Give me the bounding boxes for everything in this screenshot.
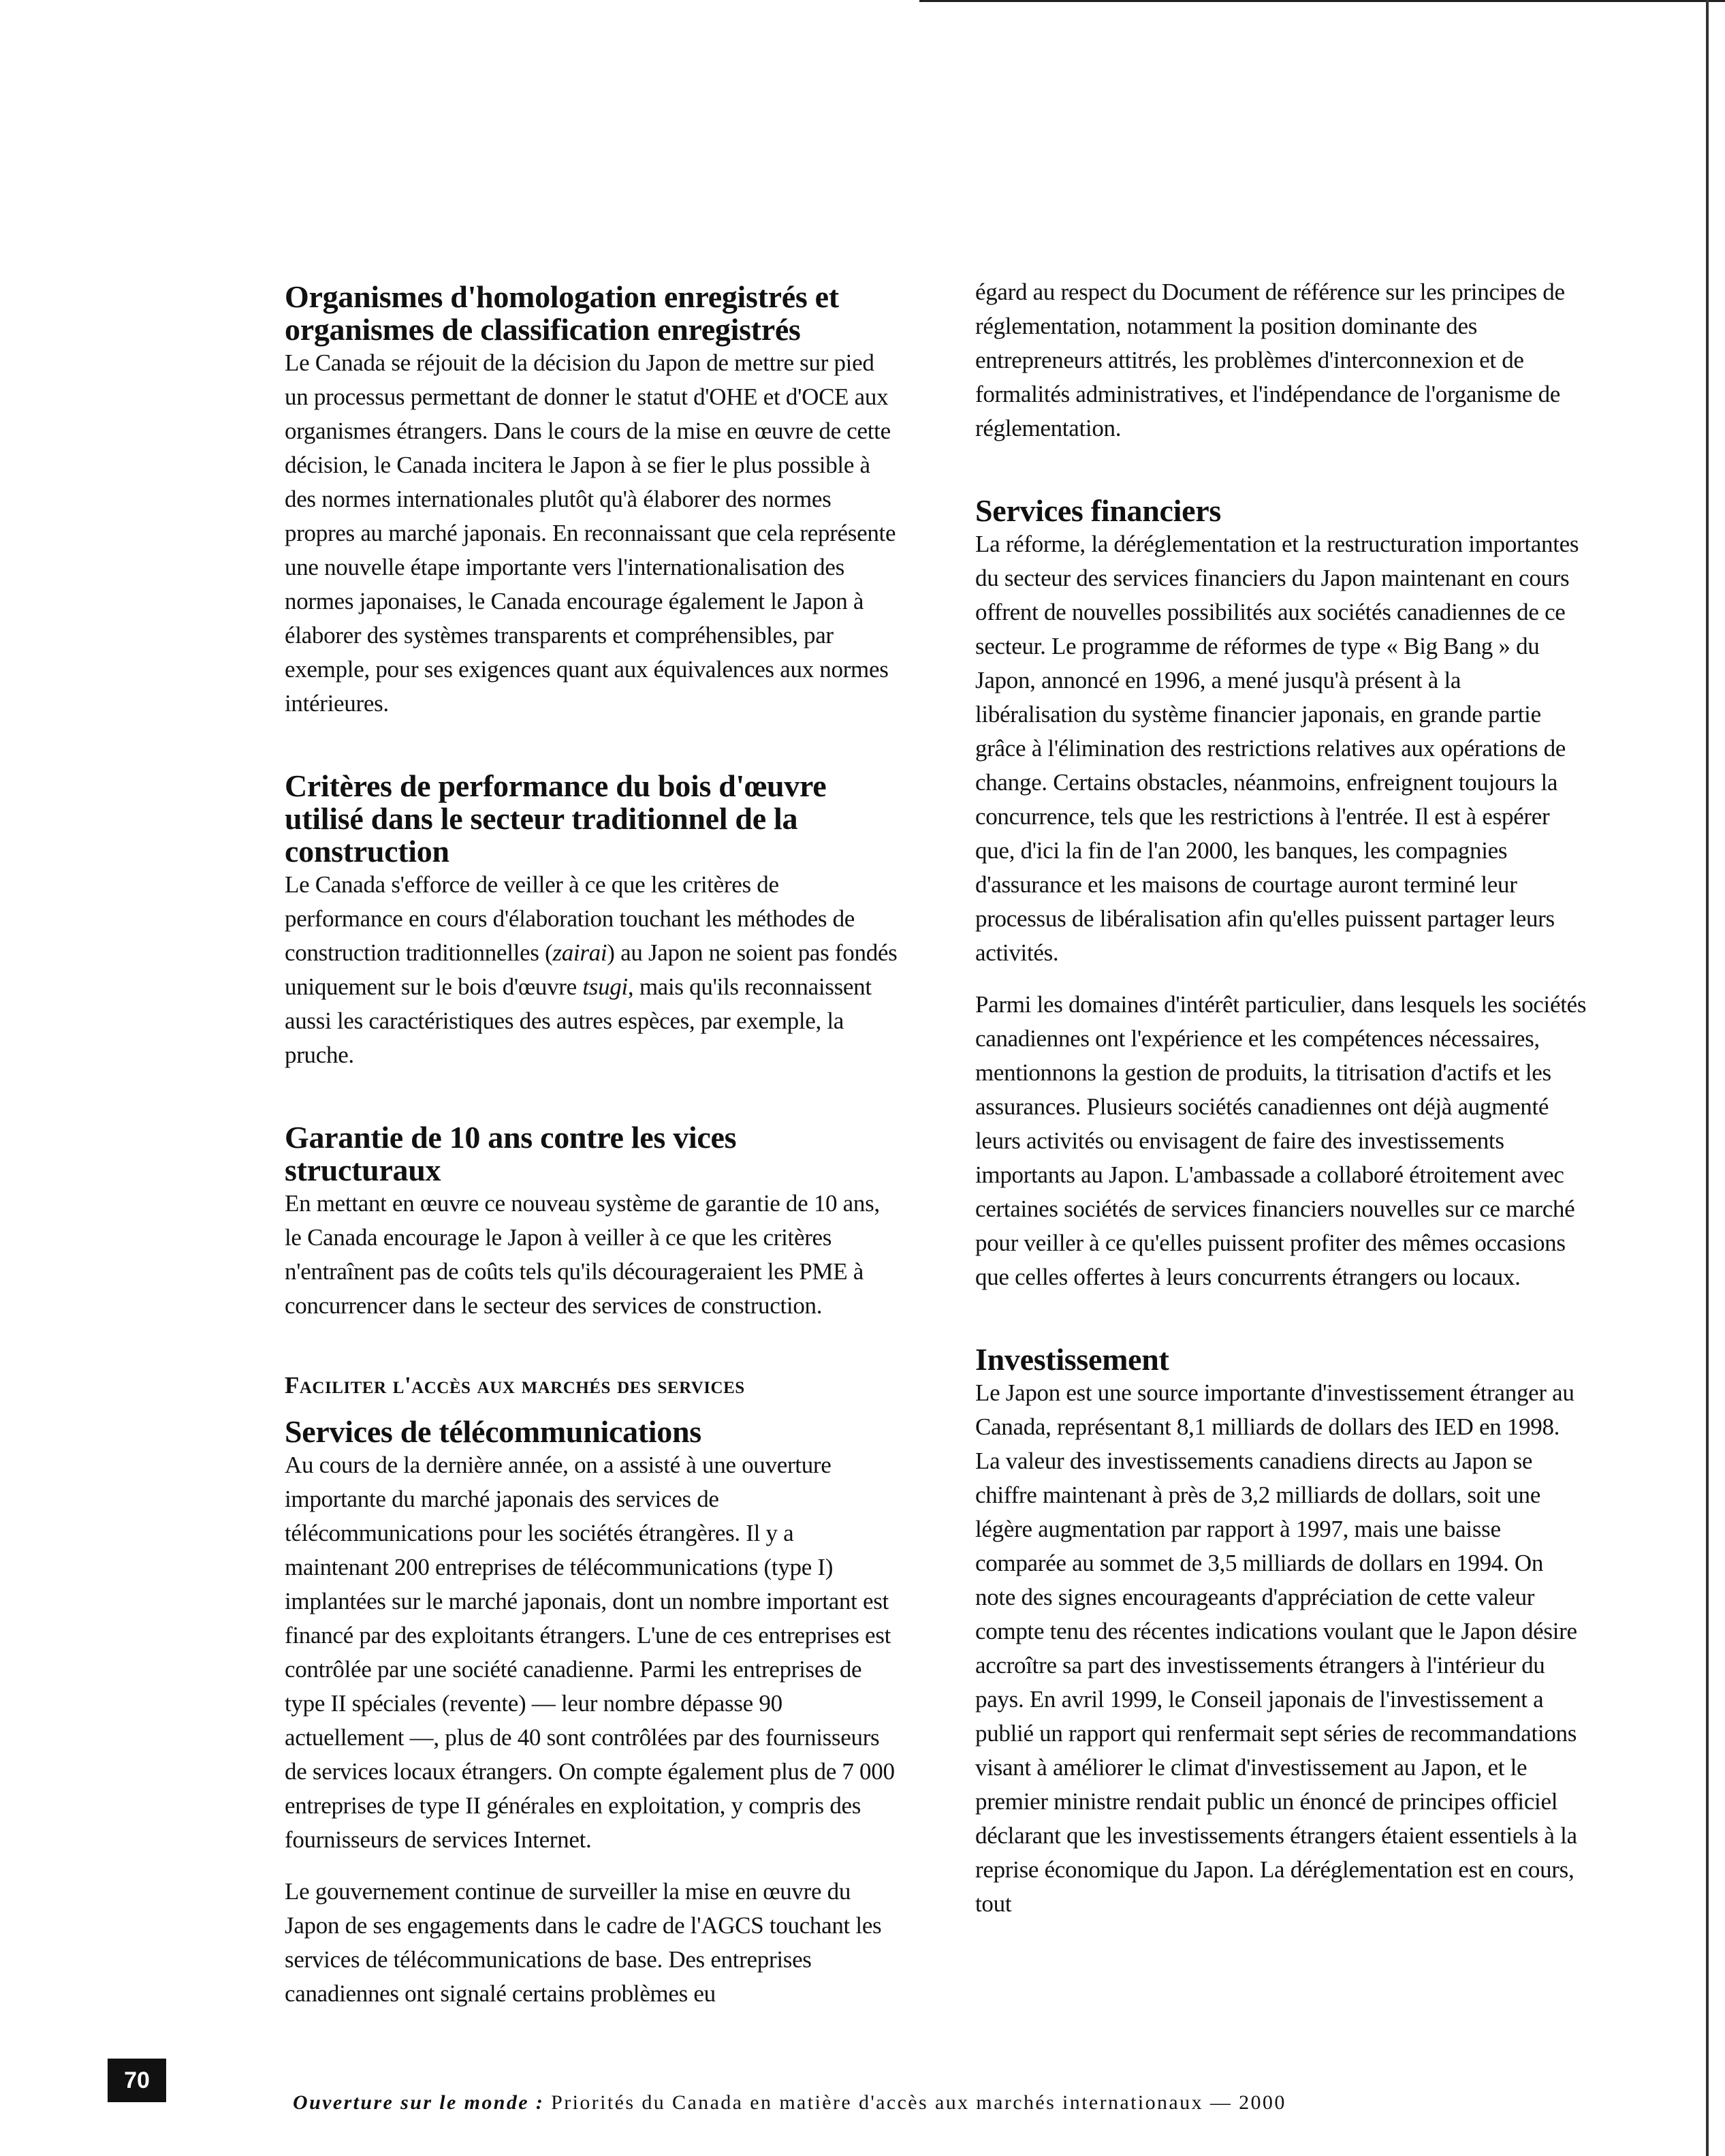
heading-garantie: Garantie de 10 ans contre les vices structuraux (285, 1120, 737, 1187)
heading-telecommunications: Services de télécommunications (285, 1414, 701, 1449)
heading-investissement: Investissement (975, 1342, 1169, 1377)
page-edge (1706, 0, 1709, 2156)
para-services-financiers: La réforme, la déréglementation et la restructuration importantes du secteur des services financiers du Japon maintenant en cours offrent de nouvelles possibilités aux sociétés canadiennes de ce secteur. Le programme de réformes de type « Big Bang » du Japon, annoncé en 1996, a mené jusqu'à présent à la libéralisation du système financier japonais, en grande partie grâce à l'élimination des restrictions relatives aux opérations de change. Certains obstacles, néanmoins, enfreignent toujours la concurrence, tels que les restrictions à l'entrée. Il est à espérer que, d'ici la fin de l'an 2000, les banques, les compagnies d'assurance et les maisons de courtage auront terminé leur processus de libéralisation afin qu'elles puissent partager leurs activités. (975, 531, 1579, 966)
footer-publication-title: Ouverture sur le monde : (293, 2091, 545, 2114)
para-continuation: égard au respect du Document de référence sur les principes de réglementation, notamment la position dominante des entrepreneurs attitrés, les problèmes d'interconnexion et de formalités administratives, et l'indépendance de l'organisme de réglementation. (975, 279, 1565, 441)
para-services-financiers-2: Parmi les domaines d'intérêt particulier, dans lesquels les sociétés canadiennes ont l'expérience et les compétences nécessaires, mentionnons la gestion de produits, la titrisation d'actifs et les assurances. Plusieurs sociétés canadiennes ont déjà augmenté leurs activités ou envisagent de faire des investissements importants au Japon. L'ambassade a collaboré étroitement avec certaines sociétés de services financiers nouvelles sur ce marché pour veiller à ce qu'elles puissent profiter des mêmes occasions que celles offertes à leurs concurrents étrangers ou locaux. (975, 991, 1587, 1290)
para-homologation: Le Canada se réjouit de la décision du Japon de mettre sur pied un processus permettant de donner le statut d'OHE et d'OCE aux organismes étrangers. Dans le cours de la mise en œuvre de cette décision, le Canada incitera le Japon à se fier le plus possible à des normes internationales plutôt qu'à élaborer des normes propres au marché japonais. En reconnaissant que cela représente une nouvelle étape importante vers l'internationalisation des normes japonaises, le Canada encourage également le Japon à élaborer des systèmes transparents et compréhensibles, par exemple, pour ses exigences quant aux équivalences aux normes intérieures. (285, 349, 896, 717)
para-criteres-performance: Le Canada s'efforce de veiller à ce que les critères de performance en cours d'élaboration touchant les méthodes de construction traditionnelles (zairai) au Japon ne soient pas fondés uniquement sur le bois d'œuvre tsugi, mais qu'ils reconnaissent aussi les caractéristiques des autres espèces, par exemple, la pruche. (285, 871, 898, 1068)
heading-criteres-performance: Critères de performance du bois d'œuvre utilisé dans le secteur traditionnel de la construction (285, 768, 827, 869)
left-column (285, 281, 898, 2011)
para-investissement: Le Japon est une source importante d'investissement étranger au Canada, représentant 8,1 milliards de dollars des IED en 1998. La valeur des investissements canadiens directs au Japon se chiffre maintenant à près de 3,2 milliards de dollars, soit une légère augmentation par rapport à 1997, mais une baisse comparée au sommet de 3,5 milliards de dollars en 1994. On note des signes encourageants d'appréciation de cette valeur compte tenu des récentes indications voulant que le Japon désire accroître sa part des investissements étrangers à l'intérieur du pays. En avril 1999, le Conseil japonais de l'investissement a publié un rapport qui renfermait sept séries de recommandations visant à améliorer le climat d'investissement au Japon, et le premier ministre rendait public un énoncé de principes officiel déclarant que les investissements étrangers étaient essentiels à la reprise économique du Japon. La déréglementation est en cours, tout (975, 1379, 1577, 1917)
para-garantie: En mettant en œuvre ce nouveau système de garantie de 10 ans, le Canada encourage le Japon à veiller à ce que les critères n'entraînent pas de coûts tels qu'ils décourageraient les PME à concurrencer dans le secteur des services de construction. (285, 1190, 880, 1319)
heading-services-financiers: Services financiers (975, 493, 1221, 528)
footer-subtitle: Priorités du Canada en matière d'accès aux marchés internationaux — 2000 (544, 2091, 1286, 2114)
para-telecommunications: Au cours de la dernière année, on a assisté à une ouverture importante du marché japonais des services de télécommunications pour les sociétés étrangères. Il y a maintenant 200 entreprises de télécommunications (type I) implantées sur le marché japonais, dont un nombre important est financé par des exploitants étrangers. L'une de ces entreprises est contrôlée par une société canadienne. Parmi les entreprises de type II spéciales (revente) — leur nombre dépasse 90 actuellement —, plus de 40 sont contrôlées par des fournisseurs de services locaux étrangers. On compte également plus de 7 000 entreprises de type II générales en exploitation, y compris des fournisseurs de services Internet. (285, 1452, 895, 1853)
term-zairai: zairai (552, 939, 607, 966)
heading-homologation: Organismes d'homologation enregistrés et organismes de classification enregistrés (285, 279, 839, 347)
para-telecommunications-2: Le gouvernement continue de surveiller la mise en œuvre du Japon de ses engagements dans le cadre de l'AGCS touchant les services de télécommunications de base. Des entreprises canadiennes ont signalé certains problèmes eu (285, 1878, 882, 2007)
section-heading-services: Faciliter l'accès aux marchés des services (285, 1372, 745, 1399)
page-number: 70 (108, 2059, 166, 2102)
term-tsugi: tsugi (582, 973, 628, 1000)
top-rule (919, 0, 1725, 2)
right-column (975, 275, 1588, 1921)
running-footer (293, 2091, 1600, 2114)
